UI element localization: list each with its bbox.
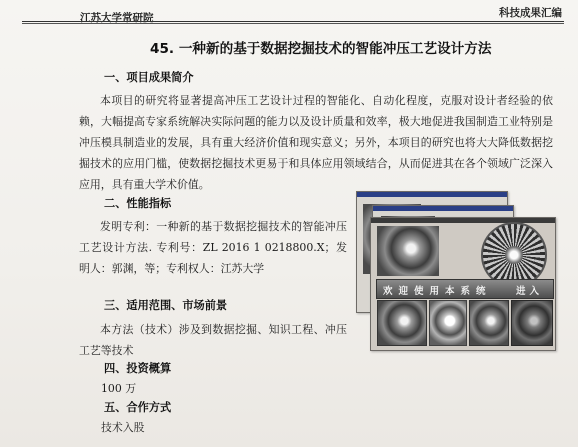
scope-paragraph: 本方法（技术）涉及到数据挖掘、知识工程、冲压工艺等技术 xyxy=(79,323,347,357)
performance-paragraph: 发明专利：一种新的基于数据挖掘技术的智能冲压工艺设计方法. 专利号：ZL 2016 1 0218800.X；发明人：郭渊，等；专利权人：江苏大学 xyxy=(79,220,347,275)
heading-performance: 二、性能指标 xyxy=(104,197,172,210)
heading-intro: 一、项目成果简介 xyxy=(104,71,194,84)
banner-enter-text: 进入 xyxy=(515,286,543,297)
software-screenshot-figure xyxy=(356,185,556,351)
banner-welcome-text: 欢迎使用本系统 xyxy=(383,286,492,297)
heading-cooperation: 五、合作方式 xyxy=(104,401,172,414)
header-institution: 江苏大学常研院 xyxy=(80,12,154,24)
header-rule-thin xyxy=(22,23,564,24)
heading-scope: 三、适用范围、市场前景 xyxy=(104,299,228,312)
investment-value: 100 万 xyxy=(101,382,137,395)
cooperation-value: 技术入股 xyxy=(101,421,145,434)
intro-paragraph: 本项目的研究将显著提高冲压工艺设计过程的智能化、自动化程度，克服对设计者经验的依赖，大幅提高专家系统解决实际问题的能力以及设计质量和效率，极大地促进我国制造工业特别是冲压模具制造业的发展，具有重大经济价值和现实意义；另外，本项目的研究也将大大降低数据挖掘技术的应用门槛，使数据挖掘技术更易于和具体应用领域结合，从而促进其在各个领域广泛深入应用，具有重大学术价值。 xyxy=(79,94,553,191)
header-collection-title: 科技成果汇编 xyxy=(499,7,562,19)
welcome-banner xyxy=(376,279,554,299)
running-header xyxy=(18,4,568,22)
heading-investment: 四、投资概算 xyxy=(104,362,172,375)
header-rule xyxy=(22,21,564,22)
page-title: 45. 一种新的基于数据挖掘技术的智能冲压工艺设计方法 xyxy=(150,41,492,57)
